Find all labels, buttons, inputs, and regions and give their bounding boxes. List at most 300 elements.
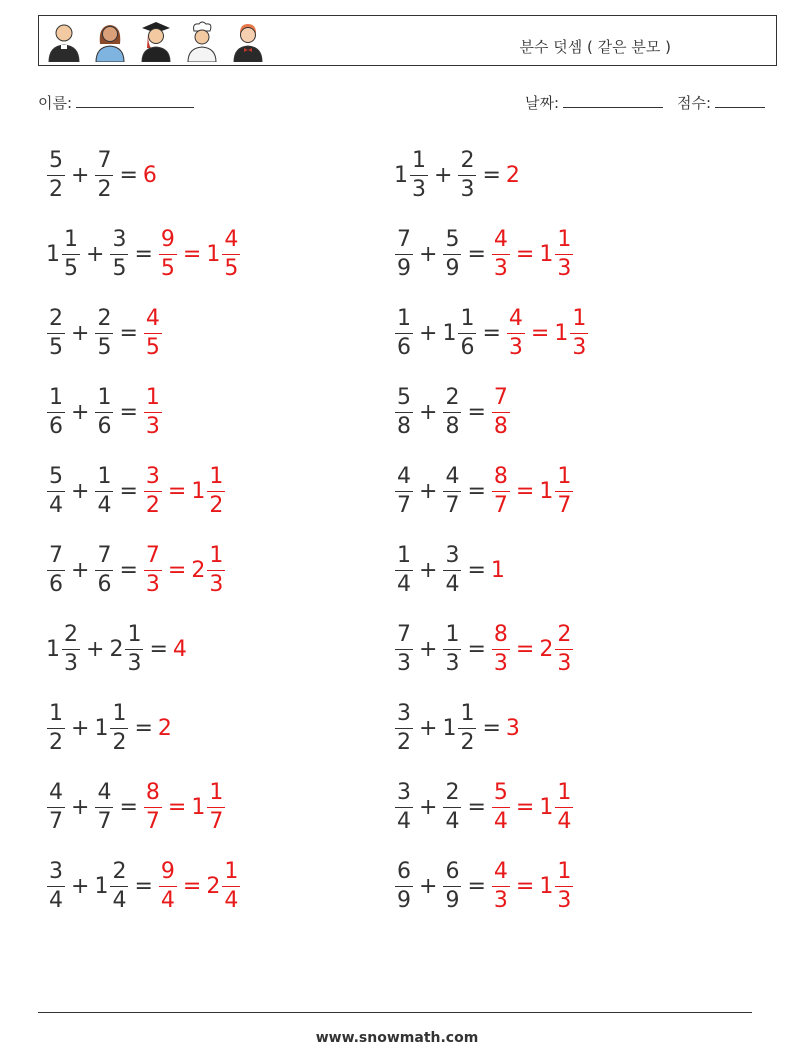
denominator: 6 — [397, 334, 411, 360]
whole-number: 1 — [94, 873, 109, 899]
denominator: 4 — [397, 571, 411, 597]
fraction — [443, 542, 461, 597]
denominator: 7 — [145, 808, 160, 834]
numerator: 7 — [144, 545, 162, 571]
denominator: 2 — [49, 176, 63, 202]
whole-number: 6 — [142, 162, 157, 188]
denominator: 4 — [493, 808, 508, 834]
fraction — [395, 779, 413, 834]
plus-sign: + — [86, 636, 105, 662]
equals-sign: = — [530, 320, 550, 346]
plus-sign: + — [434, 162, 453, 188]
name-blank[interactable] — [76, 93, 194, 108]
fraction — [443, 384, 461, 439]
denominator: 4 — [397, 808, 411, 834]
denominator: 3 — [397, 650, 411, 676]
equals-sign: = — [119, 478, 138, 504]
numerator: 1 — [125, 624, 143, 650]
numerator: 2 — [555, 624, 573, 650]
numerator: 5 — [47, 466, 65, 492]
fraction — [144, 463, 162, 518]
denominator: 6 — [97, 571, 112, 597]
fraction — [47, 463, 65, 518]
answer — [143, 779, 226, 834]
numerator: 7 — [395, 229, 413, 255]
fraction — [159, 858, 177, 913]
numerator: 1 — [95, 466, 113, 492]
problem-2 — [394, 145, 521, 205]
denominator: 8 — [445, 413, 460, 439]
fraction — [395, 384, 413, 439]
fraction — [570, 305, 588, 360]
fraction — [95, 147, 113, 202]
problem-10 — [394, 461, 574, 521]
denominator: 3 — [557, 887, 572, 913]
plus-sign: + — [86, 241, 105, 267]
equals-sign: = — [467, 557, 486, 583]
answer — [491, 384, 511, 439]
equals-sign: = — [134, 873, 153, 899]
numerator: 1 — [443, 624, 461, 650]
numerator: 5 — [492, 782, 510, 808]
numerator: 1 — [410, 150, 428, 176]
whole-number: 2 — [505, 162, 520, 188]
problem-15 — [46, 698, 173, 758]
numerator: 8 — [492, 466, 510, 492]
problem-17 — [46, 777, 226, 837]
numerator: 4 — [222, 229, 240, 255]
denominator: 3 — [493, 255, 508, 281]
denominator: 7 — [209, 808, 224, 834]
whole-number: 2 — [539, 636, 554, 662]
denominator: 4 — [97, 492, 112, 518]
denominator: 7 — [493, 492, 508, 518]
fraction — [395, 700, 413, 755]
fraction — [410, 147, 428, 202]
denominator: 5 — [97, 334, 112, 360]
fraction — [47, 542, 65, 597]
fraction — [395, 463, 413, 518]
fraction — [395, 858, 413, 913]
problem-11 — [46, 540, 226, 600]
worksheet-header — [38, 15, 777, 66]
denominator: 3 — [493, 887, 508, 913]
numerator: 1 — [458, 308, 476, 334]
equals-sign: = — [515, 636, 535, 662]
numerator: 6 — [443, 861, 461, 887]
answer — [491, 226, 574, 281]
numerator: 1 — [144, 387, 162, 413]
whole-number: 1 — [539, 241, 554, 267]
denominator: 3 — [145, 413, 160, 439]
date-label: 날짜: — [525, 94, 560, 112]
equals-sign: = — [467, 636, 486, 662]
whole-number: 1 — [442, 715, 457, 741]
plus-sign: + — [71, 162, 90, 188]
numerator: 1 — [47, 703, 65, 729]
numerator: 2 — [443, 387, 461, 413]
denominator: 3 — [460, 176, 475, 202]
equals-sign: = — [119, 162, 138, 188]
answer — [173, 637, 188, 662]
denominator: 2 — [460, 729, 475, 755]
numerator: 1 — [555, 782, 573, 808]
answer — [491, 463, 574, 518]
numerator: 4 — [47, 782, 65, 808]
fraction — [492, 463, 510, 518]
fraction — [395, 305, 413, 360]
answer — [158, 858, 241, 913]
numerator: 7 — [492, 387, 510, 413]
numerator: 3 — [395, 703, 413, 729]
answer — [491, 779, 574, 834]
equals-sign: = — [119, 794, 138, 820]
numerator: 1 — [222, 861, 240, 887]
numerator: 4 — [95, 782, 113, 808]
numerator: 1 — [207, 782, 225, 808]
denominator: 3 — [127, 650, 142, 676]
denominator: 3 — [557, 650, 572, 676]
whole-number: 1 — [191, 794, 206, 820]
whole-number: 1 — [94, 715, 109, 741]
fraction — [159, 226, 177, 281]
numerator: 5 — [47, 150, 65, 176]
denominator: 5 — [112, 255, 127, 281]
fraction — [95, 542, 113, 597]
whole-number: 1 — [539, 873, 554, 899]
plus-sign: + — [419, 399, 438, 425]
fraction — [222, 226, 240, 281]
numerator: 7 — [95, 150, 113, 176]
answer — [491, 558, 506, 583]
numerator: 2 — [95, 308, 113, 334]
denominator: 2 — [145, 492, 160, 518]
whole-number: 1 — [442, 320, 457, 346]
whole-number: 3 — [505, 715, 520, 741]
name-field — [38, 92, 194, 113]
equals-sign: = — [182, 873, 202, 899]
denominator: 5 — [145, 334, 160, 360]
answer — [143, 163, 158, 188]
problem-14 — [394, 619, 574, 679]
problem-18 — [394, 777, 574, 837]
fraction — [395, 621, 413, 676]
equals-sign: = — [482, 162, 501, 188]
answer — [506, 716, 521, 741]
numerator: 9 — [159, 229, 177, 255]
denominator: 7 — [97, 808, 112, 834]
denominator: 4 — [112, 887, 127, 913]
denominator: 5 — [224, 255, 239, 281]
chef-avatar-icon — [183, 20, 221, 62]
problem-5 — [46, 303, 163, 363]
problem-19 — [46, 856, 241, 916]
problem-12 — [394, 540, 506, 600]
numerator: 8 — [144, 782, 162, 808]
numerator: 2 — [47, 308, 65, 334]
numerator: 1 — [62, 229, 80, 255]
fraction — [443, 858, 461, 913]
numerator: 8 — [492, 624, 510, 650]
fraction — [395, 542, 413, 597]
numerator: 4 — [492, 861, 510, 887]
fraction — [47, 384, 65, 439]
numerator: 1 — [395, 308, 413, 334]
answer — [158, 226, 241, 281]
plus-sign: + — [71, 715, 90, 741]
denominator: 3 — [412, 176, 426, 202]
denominator: 9 — [397, 255, 411, 281]
fraction — [443, 621, 461, 676]
whole-number: 4 — [172, 636, 187, 662]
problem-16 — [394, 698, 521, 758]
fraction — [95, 779, 113, 834]
fraction — [443, 463, 461, 518]
fraction — [110, 226, 128, 281]
answer — [506, 163, 521, 188]
plus-sign: + — [419, 636, 438, 662]
denominator: 5 — [49, 334, 63, 360]
denominator: 2 — [397, 729, 411, 755]
fraction — [95, 305, 113, 360]
denominator: 3 — [572, 334, 587, 360]
fraction — [47, 858, 65, 913]
numerator: 2 — [110, 861, 128, 887]
fraction — [47, 305, 65, 360]
numerator: 4 — [395, 466, 413, 492]
answer — [491, 621, 574, 676]
graduate-avatar-icon — [137, 20, 175, 62]
name-label: 이름: — [38, 94, 73, 112]
equals-sign: = — [167, 478, 187, 504]
waiter-avatar-icon — [229, 20, 267, 62]
numerator: 6 — [395, 861, 413, 887]
problem-8 — [394, 382, 511, 442]
denominator: 3 — [445, 650, 460, 676]
equals-sign: = — [149, 636, 168, 662]
plus-sign: + — [419, 715, 438, 741]
denominator: 3 — [493, 650, 508, 676]
plus-sign: + — [71, 794, 90, 820]
equals-sign: = — [119, 557, 138, 583]
numerator: 3 — [47, 861, 65, 887]
denominator: 3 — [145, 571, 160, 597]
equals-sign: = — [167, 794, 187, 820]
numerator: 2 — [62, 624, 80, 650]
numerator: 2 — [458, 150, 476, 176]
denominator: 2 — [112, 729, 127, 755]
numerator: 1 — [47, 387, 65, 413]
denominator: 4 — [49, 492, 63, 518]
fraction — [144, 542, 162, 597]
worksheet-title: 분수 덧셈 ( 같은 분모 ) — [519, 38, 671, 56]
fraction — [492, 779, 510, 834]
denominator: 4 — [445, 571, 460, 597]
numerator: 1 — [555, 861, 573, 887]
denominator: 2 — [209, 492, 224, 518]
fraction — [458, 700, 476, 755]
numerator: 1 — [207, 545, 225, 571]
fraction — [555, 858, 573, 913]
whole-number: 1 — [490, 557, 505, 583]
fraction — [207, 779, 225, 834]
denominator: 7 — [49, 808, 63, 834]
fraction — [395, 226, 413, 281]
answer — [143, 463, 226, 518]
fraction — [492, 226, 510, 281]
equals-sign: = — [119, 399, 138, 425]
denominator: 4 — [557, 808, 572, 834]
footer-site: www.snowmath.com — [315, 1030, 479, 1046]
fraction — [144, 384, 162, 439]
denominator: 4 — [160, 887, 175, 913]
numerator: 1 — [207, 466, 225, 492]
answer — [143, 384, 163, 439]
whole-number: 1 — [539, 794, 554, 820]
problem-3 — [46, 224, 241, 284]
denominator: 3 — [508, 334, 523, 360]
fraction — [110, 700, 128, 755]
fraction — [207, 542, 225, 597]
fraction — [95, 463, 113, 518]
plus-sign: + — [71, 478, 90, 504]
fraction — [492, 384, 510, 439]
score-blank[interactable] — [715, 93, 765, 108]
equals-sign: = — [515, 873, 535, 899]
denominator: 3 — [557, 255, 572, 281]
whole-number: 1 — [554, 320, 569, 346]
equals-sign: = — [515, 794, 535, 820]
numerator: 4 — [443, 466, 461, 492]
date-field — [525, 92, 663, 113]
plus-sign: + — [419, 557, 438, 583]
answer — [506, 305, 589, 360]
denominator: 6 — [460, 334, 475, 360]
plus-sign: + — [419, 478, 438, 504]
fraction — [95, 384, 113, 439]
denominator: 7 — [557, 492, 572, 518]
fraction — [555, 226, 573, 281]
fraction — [443, 779, 461, 834]
denominator: 7 — [445, 492, 460, 518]
numerator: 7 — [95, 545, 113, 571]
problem-9 — [46, 461, 226, 521]
plus-sign: + — [71, 557, 90, 583]
denominator: 3 — [209, 571, 224, 597]
plus-sign: + — [419, 320, 438, 346]
whole-number: 2 — [191, 557, 206, 583]
equals-sign: = — [134, 241, 153, 267]
nurse-avatar-icon — [91, 20, 129, 62]
answer — [158, 716, 173, 741]
fraction — [47, 147, 65, 202]
numerator: 5 — [443, 229, 461, 255]
numerator: 3 — [395, 782, 413, 808]
fraction — [47, 779, 65, 834]
fraction — [62, 226, 80, 281]
fraction — [222, 858, 240, 913]
numerator: 7 — [47, 545, 65, 571]
answer — [143, 305, 163, 360]
fraction — [507, 305, 525, 360]
equals-sign: = — [467, 478, 486, 504]
denominator: 9 — [445, 255, 460, 281]
numerator: 1 — [570, 308, 588, 334]
numerator: 5 — [395, 387, 413, 413]
date-blank[interactable] — [563, 93, 663, 108]
equals-sign: = — [119, 320, 138, 346]
fraction — [207, 463, 225, 518]
score-field — [677, 92, 765, 113]
numerator: 4 — [144, 308, 162, 334]
numerator: 1 — [95, 387, 113, 413]
numerator: 1 — [395, 545, 413, 571]
problem-7 — [46, 382, 163, 442]
answer — [491, 858, 574, 913]
numerator: 2 — [443, 782, 461, 808]
answer — [143, 542, 226, 597]
numerator: 7 — [395, 624, 413, 650]
fraction — [458, 147, 476, 202]
numerator: 1 — [110, 703, 128, 729]
fraction — [125, 621, 143, 676]
denominator: 8 — [397, 413, 411, 439]
whole-number: 1 — [394, 162, 408, 188]
denominator: 6 — [97, 413, 112, 439]
fraction — [458, 305, 476, 360]
fraction — [144, 779, 162, 834]
equals-sign: = — [482, 320, 501, 346]
plus-sign: + — [419, 873, 438, 899]
equals-sign: = — [467, 873, 486, 899]
whole-number: 2 — [157, 715, 172, 741]
numerator: 3 — [443, 545, 461, 571]
whole-number: 2 — [206, 873, 221, 899]
denominator: 8 — [493, 413, 508, 439]
equals-sign: = — [482, 715, 501, 741]
score-label: 점수: — [677, 94, 712, 112]
denominator: 4 — [445, 808, 460, 834]
denominator: 9 — [445, 887, 460, 913]
problem-1 — [46, 145, 158, 205]
avatar-row — [45, 20, 267, 62]
plus-sign: + — [71, 399, 90, 425]
problem-4 — [394, 224, 574, 284]
equals-sign: = — [167, 557, 187, 583]
denominator: 7 — [397, 492, 411, 518]
denominator: 5 — [160, 255, 175, 281]
whole-number: 1 — [46, 241, 60, 267]
equals-sign: = — [515, 241, 535, 267]
numerator: 4 — [492, 229, 510, 255]
fraction — [555, 621, 573, 676]
denominator: 9 — [397, 887, 411, 913]
plus-sign: + — [71, 873, 90, 899]
equals-sign: = — [467, 794, 486, 820]
denominator: 3 — [64, 650, 78, 676]
denominator: 5 — [64, 255, 78, 281]
fraction — [144, 305, 162, 360]
equals-sign: = — [182, 241, 202, 267]
problem-6 — [394, 303, 589, 363]
numerator: 1 — [458, 703, 476, 729]
plus-sign: + — [71, 320, 90, 346]
numerator: 3 — [144, 466, 162, 492]
fraction — [555, 463, 573, 518]
denominator: 2 — [97, 176, 112, 202]
numerator: 4 — [507, 308, 525, 334]
fraction — [47, 700, 65, 755]
